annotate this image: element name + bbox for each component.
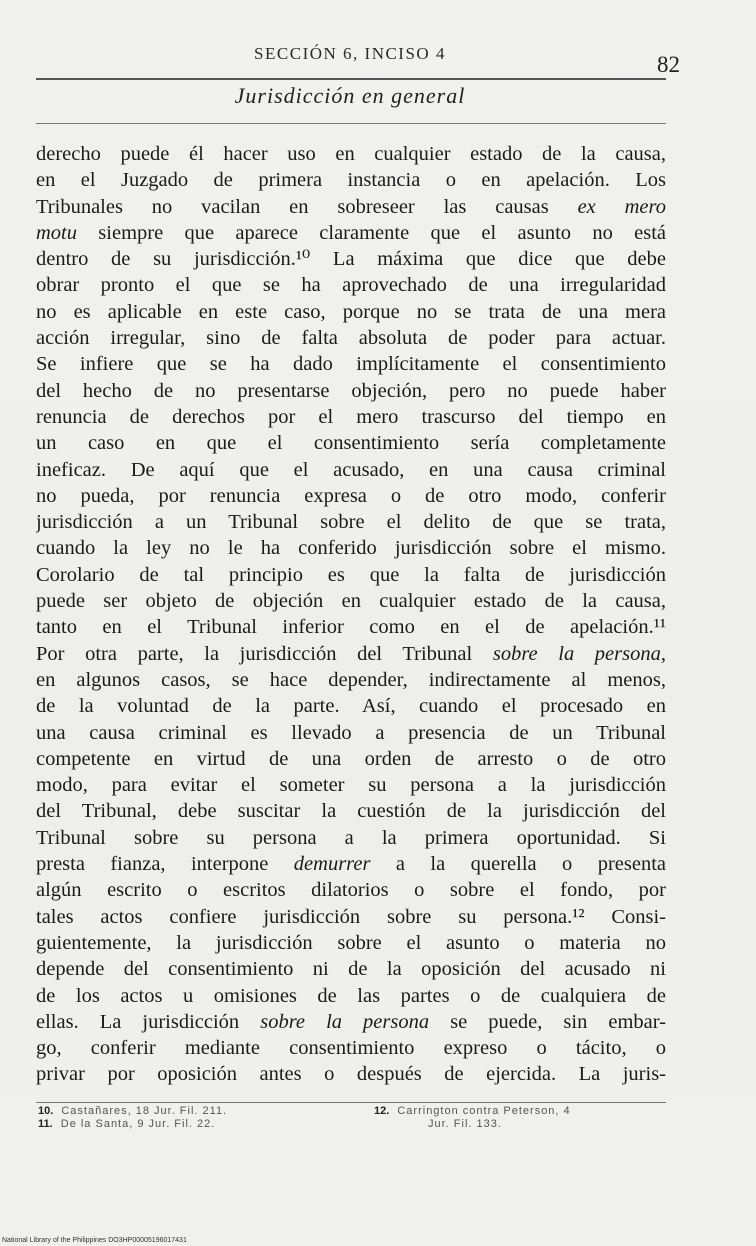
page-number: 82 — [657, 52, 680, 77]
text-line: de los actos u omisiones de las partes o de cualquiera de — [36, 984, 666, 1007]
text-line: obrar pronto el que se ha aprovechado de una irregularidad — [36, 274, 666, 297]
text-line: derecho puede él hacer uso en cualquier estado de la causa, — [36, 143, 666, 165]
text-line: guientemente, la jurisdicción sobre el asunto o materia no — [36, 931, 666, 954]
text-line: del Tribunal, debe suscitar la cuestión de la jurisdicción del — [36, 800, 666, 823]
chapter-subheading: Jurisdicción en general — [234, 83, 466, 108]
text-line: depende del consentimiento ni de la oposición del acusado ni — [36, 958, 666, 981]
footnote-number: 12. — [374, 1105, 390, 1117]
header-rule — [36, 78, 666, 80]
text-line: no es aplicable en este caso, porque no se trata de una mera — [36, 300, 666, 323]
footnote-text: De la Santa, 9 Jur. Fil. 22. — [60, 1118, 216, 1130]
library-footer: National Library of the Philippines DO3HP00005196017431 — [2, 1237, 187, 1244]
text-line: una causa criminal es llevado a presencia de un Tribunal — [36, 721, 666, 744]
text-line: en el Juzgado de primera instancia o en apelación. Los — [36, 169, 666, 192]
text-line: Corolario de tal principio es que la falta de jurisdicción — [36, 563, 666, 586]
text-line: modo, para evitar el someter su persona a la jurisdicción — [36, 774, 666, 797]
footnote-text: Carrington contra Peterson, 4 — [397, 1105, 571, 1117]
text-line: privar por oposición antes o después de ejercida. La juris- — [36, 1063, 666, 1086]
footnote-rule — [36, 1102, 666, 1103]
text-line: cuando la ley no le ha conferido jurisdicción sobre el mismo. — [36, 537, 666, 560]
text-line: Tribunal sobre su persona a la primera oportunidad. Si — [36, 826, 666, 849]
text-line: ellas. La jurisdicción sobre la persona se puede, sin embar- — [36, 1010, 666, 1033]
text-line: presta fianza, interpone demurrer a la querella o presenta — [36, 853, 666, 876]
text-line: go, conferir mediante consentimiento expreso o tácito, o — [36, 1037, 666, 1060]
section-header: SECCIÓN 6, INCISO 4 — [254, 44, 446, 63]
footnote-text: Castañares, 18 Jur. Fil. 211. — [61, 1105, 228, 1117]
text-line: Se infiere que se ha dado implícitamente el consentimiento — [36, 353, 666, 376]
footnote-11 — [38, 1118, 215, 1131]
text-line: dentro de su jurisdicción.¹⁰ La máxima que dice que debe — [36, 248, 666, 271]
footnote-number: 11. — [38, 1118, 53, 1130]
text-line: de la voluntad de la parte. Así, cuando el procesado en — [36, 695, 666, 718]
text-line: un caso en que el consentimiento sería completamente — [36, 432, 666, 455]
subheading-rule — [36, 123, 666, 124]
text-line: algún escrito o escritos dilatorios o sobre el fondo, por — [36, 879, 666, 902]
text-line: competente en virtud de una orden de arresto o de otro — [36, 747, 666, 770]
text-line: no pueda, por renuncia expresa o de otro modo, conferir — [36, 484, 666, 507]
footnote-12 — [374, 1105, 571, 1118]
text-line: Tribunales no vacilan en sobreseer las causas ex mero — [36, 195, 666, 218]
text-line: tanto en el Tribunal inferior como en el de apelación.¹¹ — [36, 616, 666, 639]
text-line: puede ser objeto de objeción en cualquier estado de la causa, — [36, 590, 666, 613]
text-line: tales actos confiere jurisdicción sobre su persona.¹² Consi- — [36, 905, 666, 928]
text-line: jurisdicción a un Tribunal sobre el delito de que se trata, — [36, 511, 666, 534]
text-line: del hecho de no presentarse objeción, pero no puede haber — [36, 379, 666, 402]
footnote-12-continuation: Jur. Fil. 133. — [428, 1118, 502, 1130]
text-line: Por otra parte, la jurisdicción del Tribunal sobre la persona, — [36, 642, 666, 665]
text-line: motu siempre que aparece claramente que el asunto no está — [36, 221, 666, 244]
text-line: renuncia de derechos por el mero trascurso del tiempo en — [36, 405, 666, 428]
footnotes — [36, 1105, 666, 1145]
footnote-number: 10. — [38, 1105, 54, 1117]
body-text — [36, 141, 666, 1088]
footnote-10 — [38, 1105, 227, 1118]
text-line: acción irregular, sino de falta absoluta de poder para actuar. — [36, 327, 666, 350]
text-line: ineficaz. De aquí que el acusado, en una causa criminal — [36, 458, 666, 481]
text-line: en algunos casos, se hace depender, indirectamente al menos, — [36, 668, 666, 691]
